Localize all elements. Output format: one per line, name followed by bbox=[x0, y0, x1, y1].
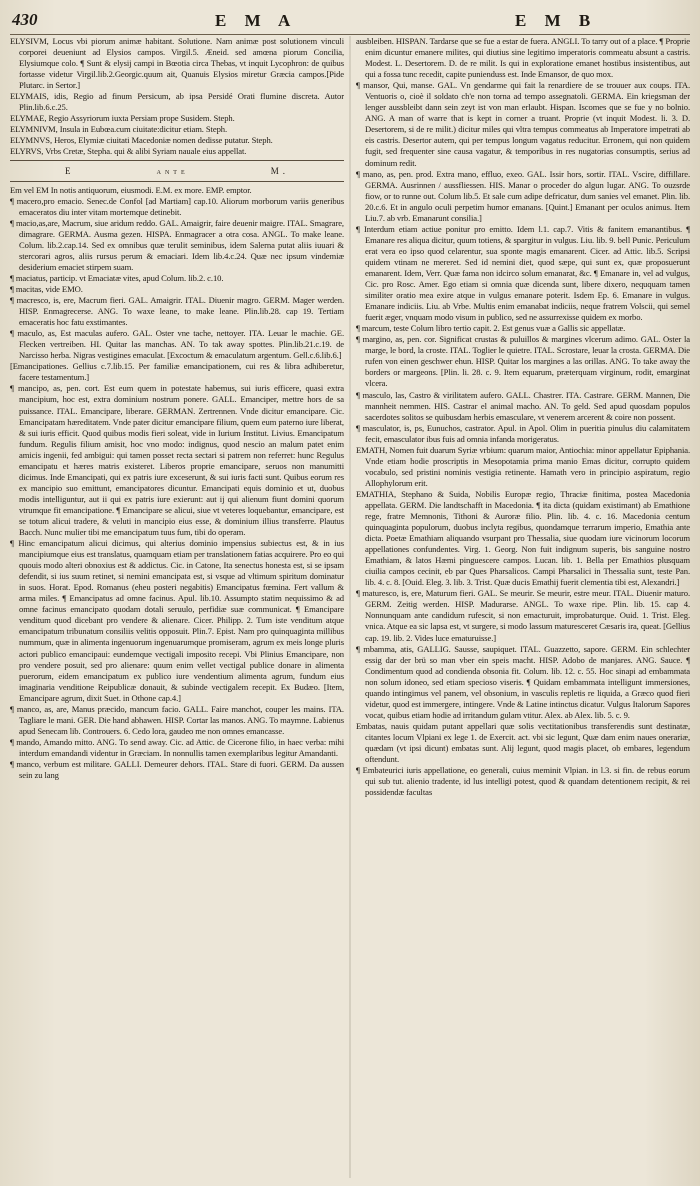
dictionary-entry: ¶ manco, verbum est militare. GALLI. Demeurer dehors. ITAL. Stare di fuori. GERM. Da aussen sein zu lang bbox=[10, 759, 344, 781]
dictionary-entry: [Emancipationes. Gellius c.7.lib.15. Per familiæ emancipationem, cui res & libra adhiberetur, facere testamentum.] bbox=[10, 361, 344, 383]
dictionary-entry: ¶ macresco, is, ere, Macrum fieri. GAL. Amaigrir. ITAL. Diuenir magro. GERM. Mager werden. HISP. Enmagrecerse. ANG. To waxe leane, to make leane. Plin.lib.28. cap 19. Tertiam emaceratis hoc fatu exstimantes. bbox=[10, 295, 344, 328]
dictionary-entry: ausbleiben. HISPAN. Tardarse que se fue a estar de fuera. ANGLI. To tarry out of a place. ¶ Proprie enim dicuntur emanere milites, qui diutius sine legitimo imperatoris commeatu absunt a castris. Modest. L. Desertorem. D. de re milit. Is qui in exploratione emanet hostibus insistentibus, aut qui a fossa tunc recedit, capite punienduss est. Inde Emansor, de quo mox. bbox=[356, 36, 690, 80]
dictionary-entry: EMATHIA, Stephano & Suida, Nobilis Europæ regio, Thraciæ finitima, postea Macedonia appellata. GERM. Die landtschafft in Macedonia. ¶ ita dicta (quidam existimant) ab Emathione rege, fratre Memnonis, Tithoni & Auroræ filio. Plin. lib. 4. c. 16. Macedonia centum quinquaginta populorum, duobus inclyta regibus, quondamque terrarum imperio, Emathia ante dicta. Poetæ Emathiam aliquando vsurpant pro Thessalia, siue quodam iure vicinorum locorum appellationes confundentes. Virg. 1. Georg. Non fuit indignum superis, bis sanguine nostro Emathiam, & latos Hæmi pinguescere campos. Lucan. lib. 1. Bella per Emathios plusquam ciuilia campos cecinit, eb par Ques Pharsalicos. Campi Pharsalici in Thessalia sunt, teste Pan. lib. 4. c. 8. [Ouid. Eleg. 3. lib. 3. Trist. Quæ ducis Emathij fuerit clementia tibi est, Alexandri.] bbox=[356, 488, 690, 588]
section-rule bbox=[10, 160, 344, 161]
separator-ante: ante bbox=[156, 165, 189, 176]
dictionary-entry: Embatas, nauis quidam putant appellari quæ solis vectitationibus transferendis sunt destinatæ, citantes locum Vlpiani ex lege 1. de Exercit. act. vbi sic legunt, Quæ dam enim naues onerariæ, quædam (vt ipsi dicunt) embatas sunt. Alij legunt, quod magis placet, ob embares, legendum oftendunt. bbox=[356, 720, 690, 765]
right-column bbox=[356, 36, 690, 1178]
dictionary-entry: ¶ manco, as, are, Manus præcido, mancum facio. GALL. Faire manchot, couper les mains. ITA. Tagliare le mani. GER. Die hand abhawen. HISP. Cortar las manos. ANG. To maymne. Labienus apud Senecam lib. Controuers. 6. Cedo lora, gaudeo me non omnes emancasse. bbox=[10, 703, 344, 736]
section-rule bbox=[10, 181, 344, 182]
dictionary-entry: Em vel EM In notis antiquorum, eiusmodi. E.M. ex more. EMP. emptor. bbox=[10, 184, 252, 195]
dictionary-entry: ¶ maculo, as, Est maculas aufero. GAL. Oster vne tache, nettoyer. ITA. Leuar le machie. GE. Flecken vertreiben. HI. Quitar las manchas. AN. To tak away spottes. Plin.lib.21.c.19. de Narcisso herba. Nigras vestigines emaculat. [Excoctum & emaculatum argentum. Gell.c.6.lib.6.] bbox=[10, 328, 344, 361]
running-head-right: E M B bbox=[515, 11, 598, 30]
dictionary-entry: ¶ masculator, is, ps, Eunuchos, castrator. Apul. in Apol. Olim in pueritia pinulus diu calamitatem fecit, emasculator ibus fuis ad omnia infanda morigeratus. bbox=[356, 422, 690, 444]
page-number: 430 bbox=[12, 10, 38, 29]
dictionary-entry: ¶ macitas, vide EMO. bbox=[10, 283, 83, 294]
page-header bbox=[10, 10, 690, 35]
dictionary-entry: ELYRVS, Vrbs Cretæ, Stepha. qui & alibi Syriam nauale eius appellat. bbox=[10, 146, 247, 157]
dictionary-entry: ¶ mano, as, pen. prod. Extra mano, effluo, exeo. GAL. Issir hors, sortir. ITAL. Vscire, diffillare. GERMA. Ausrinnen / aussfliessen. HIS. Manar o proceder do algun lugar. ANG. To ouzsrde fiow, or to runne out. Colum lib.5. Et sale cum adipe defricatur, dum sanies vel emanet. Plin. lib. 20.c.6. Et in angulo oculi perpetim humor emanans. [Quint.] Emanant per oculos animus. Item Liu.7. ab vrb. Emanarunt consilia.] bbox=[356, 168, 690, 223]
dictionary-entry: ELYMNIVM, Insula in Eubœa.cum ciuitate:dicitur etiam. Steph. bbox=[10, 124, 228, 135]
dictionary-entry: EMATH, Nomen fuit duarum Syriæ vrbium: quarum maior, Antiochia: minor appellatur Epiphania. Vnde etiam hodie proscriptis in Mesopotamia prima manio Emas dicitur, corrupto quidem vocabulo, sed pristini nominis vestigia retinente. Hamath vero in principio aspiratum, regio Allophylorum erit. bbox=[356, 444, 690, 488]
dictionary-entry: ¶ Hinc emancipatum alicui dicimus, qui alterius dominio impensius subiectus est, & in ius mancipiumque eius est translatus, quamquam etiam per translationem fatias acquirere. Pro eo qui quouis modo alteri obnoxius est & addictus. Cic. in Catone, Ita senectus honesta est, si se ipsam defendit, si ius suum retinet, si nemini emancipata est, si vsque ad vltimum spiritum dominatur in suos. Horat. Epod. Romanus (eheu posteri negabitis) Emancipatus fœmina. Fert vallum & arma miles. ¶ Emancipatus ad omne facinus. Apul. lib.10. Assumpto statim nequissimo & ad omne facinus emancipato quodam dotali seruulo, perfidiæ suæ communicat. ¶ Emancipare venditum quod dicebant pro vendere & alienare. Cicer. Philipp. 2. Tum iste venditum atque emancipatum tribunatum consiliis velitis opposuit. Plin.7. Epist. Nam pro quinquaginta millibus nummum, quæ in alimenta ingenuorum ingenuarumque promiseram, agrum ex meis longe pluris actori publico emancipaui: eundemque vectigali imposito recepi. Vbi Plinius Emancipare, non pro vendere posuit, sed pro alienare: quum enim vellet vectigal publice donare in alimenta puerorum, eidem emancipatum ex publico iure vendentium alimenta agrum, fundum eius imaginaria venditione Reipublicæ donauit, & subinde vectigalem recepit. Ex Budæo. [Item, Emancipare agrum, dixit Suet. in Othone cap.4.] bbox=[10, 538, 344, 703]
dictionary-entry: ¶ maturesco, is, ere, Maturum fieri. GAL. Se meurir. Se meurir, estre meur. ITAL. Diuenir maturo. GERM. Zeitig werden. HISP. Madurarse. ANGL. To waxe ripe. Plin. lib. 15. cap 4. Nonnunquam ante candidum rufescit, si non emacturuit, improbaturque. Ouid. 1. Trist. Eleg. vnica. Atque ea sic lapsa est, vt surgere, si modo lassum maturesceret Cæsaris ira, queat. [Gellius cap. 19. lib. 2. Vides luce ematuruisse.] bbox=[356, 588, 690, 643]
dictionary-entry: ¶ mbamma, atis, GALLIG. Sausse, saupiquet. ITAL. Guazzetto, sapore. GERM. Ein schlechter essig dar der brü so man vber ein speis macht. HISP. Adobo de manjares. ANG. Sauce. ¶ Condimentum quod ad condienda obsonia fit. Colum. lib. 12. c. 55. Hoc sinapi ad embammata non solum idoneo, sed etiam specioso viseris. ¶ Quidam embammata intelligunt immersiones, quando intingimus vel panem, vel obsonium, in vasculis repletis re liquida, a Græco quod fieri videtur, quod est immergere, intingere. Vnde & Latine intinctus dicatur. Vulgus Italorum Sapores vocat, quibus etiam hodie ad irritandum gulam vtitur. Alex. ab Alex. lib. 5. c. 9. bbox=[356, 643, 690, 720]
running-head-left: E M A bbox=[215, 11, 298, 30]
dictionary-entry: ¶ margino, as, pen. cor. Significat crustas & puluillos & margines vlcerum adimo. GAL. Oster la marge, le bord, la croste. ITAL. Toglier le quietre. ITAL. Scrostare, leuar la crosta. GERMA. Die rufen von einen geschwer ehun. HISP. Quitar los margines a las orillas. ANG. To take away the borders or margeons. [Plin. li. 28. c. 9. Item equarum, præterquam virginum, rodit, emarginat vlcera. bbox=[356, 334, 690, 389]
dictionary-entry: ¶ mancipo, as, pen. cort. Est eum quem in potestate habemus, sui iuris efficere, quasi extra mancipium, hoc est, extra dominium nostrum ponere. GALL. Emanciper, mettre hors de sa puissance. ITAL. Emancipare, liberare. GERMAN. Zertrennen. Vnde dicitur emancipare. Cic. Emancipatam hæreditatem. Vnde pater dicitur emancipare filium, quem eum paterno iure liberat, & sui iuris efficit. Quod quibus modis fieri soleat, vide in Iurium Institut. Livius. Emancipatum fundum. Regulis filium amisit, hoc vno modo: indignus, quod nescio an malum patet enim amicis ingenii, fed ambigui: qui tamen posset recta sectari si patrem non referret: hunc Regulus emancipatu et hæres matris existeret. Liberos proprie emancipare, seruos non manumitti dicimus. Inde Emancipati, qui ex patris iure exceserunt, & sui iuris facti sunt. Quibus eorum res ex mancipio suo emittunt, emancipatores dicuntur. Emancipati equis dominio et ut, duobus modis intelliguntur, aut ii qui ex patris iure exierunt: aut ij qui alienum fiunt domini quorum vtrumque fit emancipatione. ¶ Emancipare se alicui, siue vt veteres loquebantur, emancipare, est se totum alicui tradere, & veluti in mancipio eius esse, & dominium illius transferre. Plautus Bacch. Nunc mulier tibi me emancipatum tuus fum, tibi do operam. bbox=[10, 383, 344, 538]
dictionary-entry: ¶ mansor, Qui, manse. GAL. Vn gendarme qui fait la renardiere de se trouuer aux coups. ITA. Ventuoris o, cioè il soldato ch'e non torna ad tempo assegnatoli. GERMA. Ein kriegsman der lenger aussbleibt dann sein zeyt ist von man erlaubt. Hispan. Iscomes que se fue y no bolnio. ANG. A man of warre that is kept in corner a truant. Proprie (vt inquit Modest. li. 3. D. Desertorem, si de re milit.) dicitur miles qui vltra tempus commeatus ab Imperatore impetrati ab eis castris. Desertor autem, qui per tempus longum vagatus reducitur. Erronem, qui non quidem fugit, sed frequenter sine causa vagatur, & temporibus in res nugatorias consumptis, serius ad dominum redit. bbox=[356, 80, 690, 168]
dictionary-entry: ELYMNVS, Heros, Elymiæ ciuitati Macedoniæ nomen dedisse putatur. Steph. bbox=[10, 135, 273, 146]
column-gutter bbox=[349, 36, 351, 1178]
section-separator bbox=[10, 164, 344, 179]
separator-letter: E bbox=[65, 165, 75, 176]
dictionary-entry: ELYMAIS, idis, Regio ad finum Persicum, ab ipsa Persidé Orati flumine discreta. Autor Plin.lib.6.c.25. bbox=[10, 91, 344, 113]
dictionary-entry: ¶ mando, Amando mitto. ANG. To send away. Cic. ad Attic. de Cicerone filio, in haec verba: mihi interdum emandandi videntur in Græciam. In nonnullis tamen exemplaribus legitur Amandanti. bbox=[10, 736, 344, 758]
dictionary-entry: ELYSIVM, Locus vbi piorum animæ habitant. Solutione. Nam animæ post solutionem vinculi corporei deueniunt ad Elysios campos. Virgil.5. Æneid. sed amœna piorum Concilia, Elysiumque colo. ¶ Sunt & elysij campi in Bœotia circa Thebas, vt inquit Lycophron: de quibus fortasse videtur Virgil.lib.2.Georgic.quum ait, Quanuis Elysios miretur Græcia campos.[Pide Plutarc. in Sertor.] bbox=[10, 36, 344, 91]
dictionary-entry: ¶ marcum, teste Colum libro tertio capit. 2. Est genus vuæ a Gallis sic appellatæ. bbox=[356, 323, 626, 334]
dictionary-entry: ¶ Embateurici iuris appellatione, eo generali, cuius meminit Vlpian. in l.3. si fin. de rebus eorum qui sub tut. alienio tradente, id lus intelligi potest, quod & quandam detentionem recipit, & rei possidendæ facultas bbox=[356, 765, 690, 798]
separator-letter-m: M. bbox=[270, 165, 289, 176]
left-column-top-entries bbox=[10, 36, 344, 158]
left-column bbox=[10, 36, 344, 1178]
dictionary-entry: ¶ macero,pro emacio. Senec.de Confol [ad Martiam] cap.10. Aliorum morborum variis generibus emaceratos diu inter vitam mortemque detinebit. bbox=[10, 195, 344, 217]
dictionary-entry: ¶ masculo, las, Castro & virilitatem aufero. GALL. Chastrer. ITA. Castrare. GERM. Mannen, Die mannheit nemmen. HIS. Castrar el animal macho. AN. To geld. Sed apud quosdam populos sacerdotes solitos se quibusdam herbis emasculare, vt venerem arcerent & coire non possent. bbox=[356, 389, 690, 422]
left-column-bottom-entries bbox=[10, 185, 344, 782]
dictionary-entry: ¶ maciatus, particip. vt Emaciatæ vites, apud Colum. lib.2. c.10. bbox=[10, 272, 224, 283]
dictionary-entry: ¶ macio,as,are, Macrum, siue aridum reddo. GAL. Amaigrir, faire deuenir maigre. ITAL. Smagrare, dimagrare. GERMA. Ausma gezen. HISPA. Enmagracer a otra cosa. ANGL. To make leane. Colum. lib.2.cap.14. Sed ex omnibus quæ terulit seminibus, idem Salerna putat aliis iuuari & stercorari agros, aliis rursus perum & emaciari. Idem lib.4.c.24. Quæ nec ipsum vindemiæ desiderium emaciet stirpem suam. bbox=[10, 217, 344, 272]
dictionary-entry: ¶ Interdum etiam actiue ponitur pro emitto. Idem l.1. cap.7. Vitis & fanitem emanantibus. ¶ Emanare res aliqua dicitur, quum totiens, & spargitur in vulgus. Liu. lib. 9. bell Punic. Periculum erat vera eo ipso quod celarentur, sua sponte magis emanarent. Cicer. ad Attic. lib.5. Scripsi quidem vtinam ne mereret. Sed id nemini diet, quod sæpe, qui sunt ex, quæ proposuerunt emanarent. Idem, Verr. Quæ fama non idcirco solum emanarat, &c. ¶ Emanare in, vel ad vulgus, Cic. pro Rosc. Amer. Ego etiam si omnia quæ dicenda sunt, libere dixero, neququam tamen similiter oratio mea exire atque in vulgus emanare poterit. Isdem Ep. 6. Emanare in vulgus. Emanare indiciis. Liu. ab Vrbe. Multis enim emanabat indiciis, neque fratrem Volscii, qui semel fuerit æger, vnquam modo visum in publico, sed ne assurrexisse quidem ex morbo. bbox=[356, 223, 690, 323]
dictionary-entry: ELYMAE, Regio Assyriorum iuxta Persiam prope Susidem. Steph. bbox=[10, 113, 235, 124]
right-column-entries bbox=[356, 36, 690, 798]
